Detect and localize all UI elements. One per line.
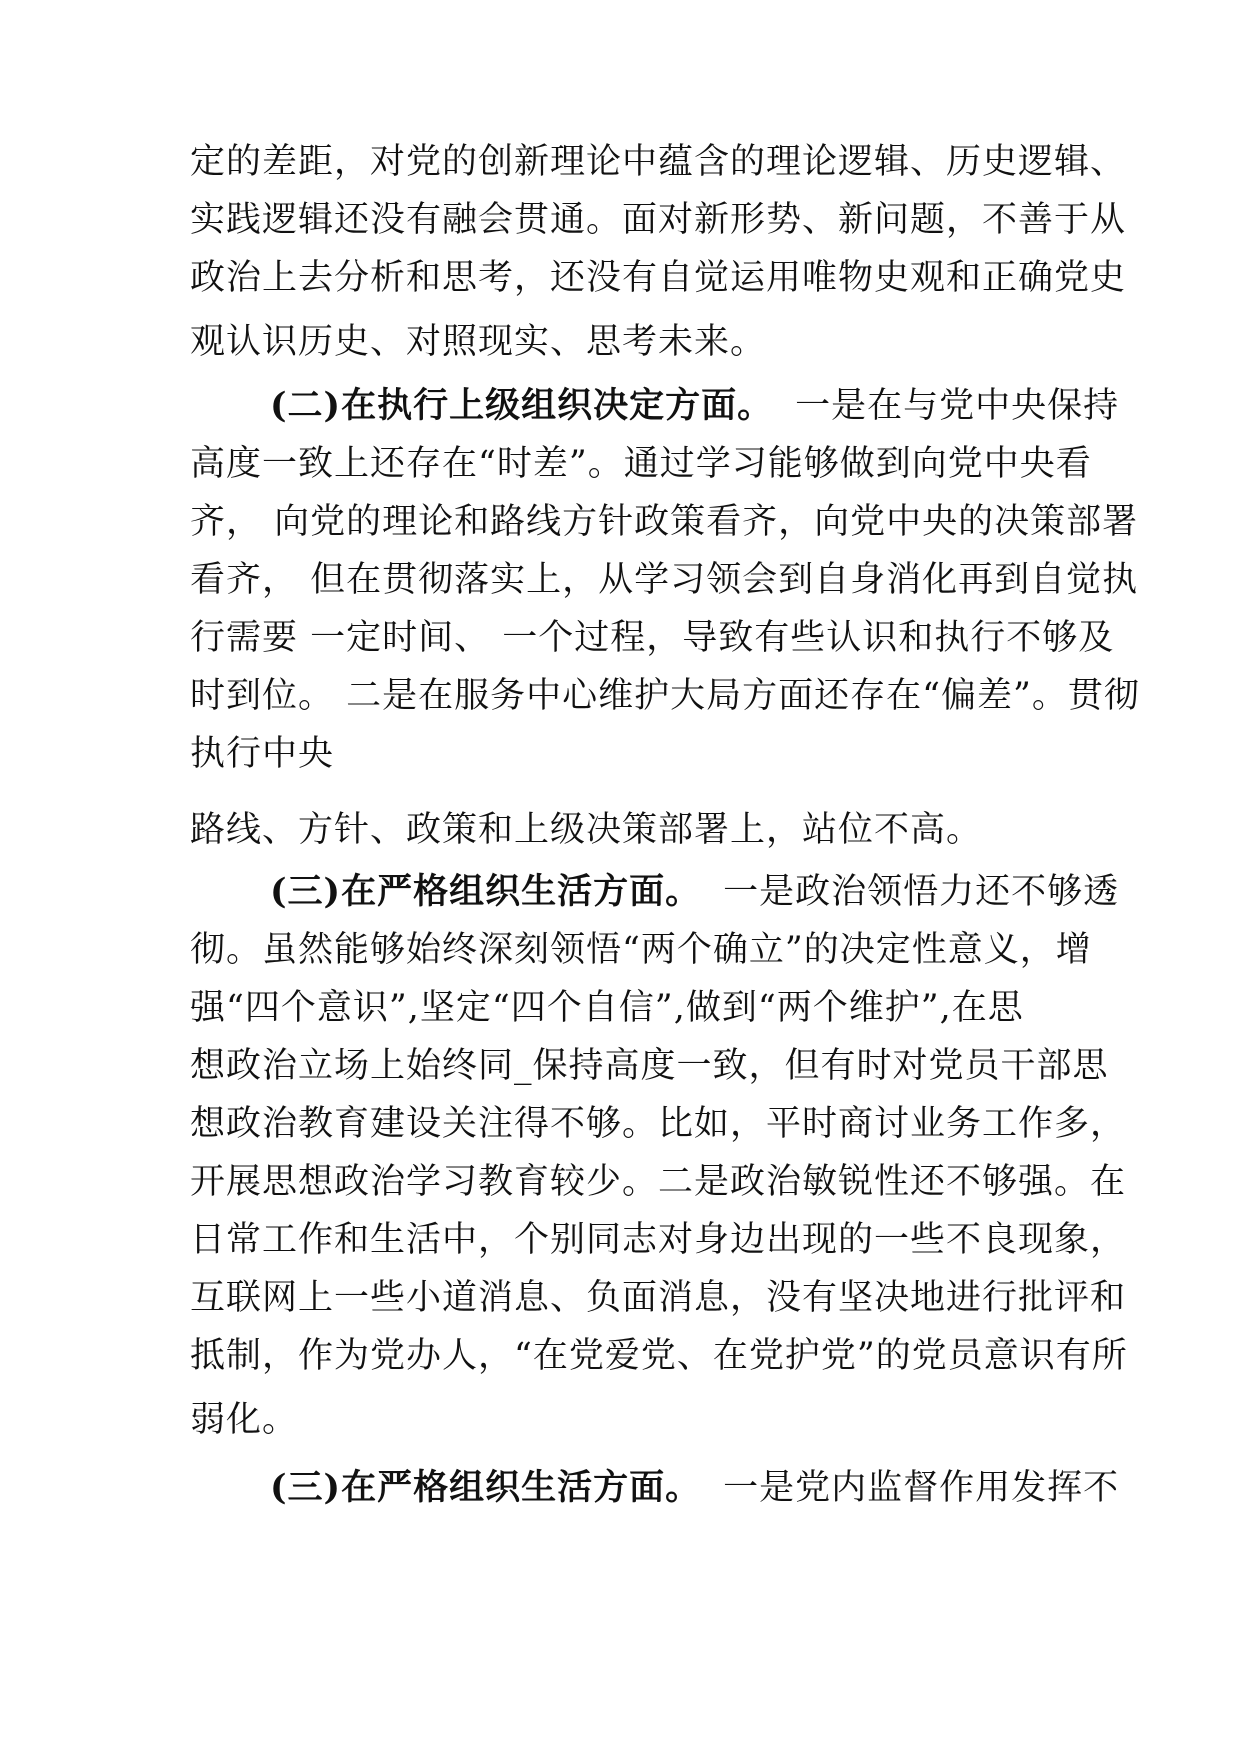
section-text: 一是政治领悟力还不够透 [723,872,1120,912]
paragraph-line: 齐， 向党的理论和路线方针政策看齐，向党中央的决策部署 [190,502,1139,542]
section-first-line [270,384,1119,428]
paragraph-line: 看齐， 但在贯彻落实上，从学习领会到自身消化再到自觉执 [190,560,1139,600]
section-text: 一是党内监督作用发挥不 [723,1468,1120,1508]
paragraph-line: 强“四个意识”,坚定“四个自信”,做到“两个维护”,在思 [190,988,1024,1028]
section-heading: (二)在执行上级组织决定方面。 [270,385,774,426]
section-first-line [270,1466,1119,1510]
paragraph-line: 抵制，作为党办人，“在党爱党、在党护党”的党员意识有所 [190,1336,1128,1376]
section-text: 一是在与党中央保持 [795,386,1120,426]
paragraph-line: 时到位。 二是在服务中心维护大局方面还存在“偏差”。贯彻 [190,676,1140,716]
paragraph-line: 行需要 一定时间、 一个过程，导致有些认识和执行不够及 [190,618,1115,658]
paragraph-line: 互联网上一些小道消息、负面消息，没有坚决地进行批评和 [190,1278,1127,1318]
paragraph-line: 想政治教育建设关注得不够。比如，平时商讨业务工作多， [190,1104,1127,1144]
section-heading: (三)在严格组织生活方面。 [270,871,702,912]
paragraph-line: 政治上去分析和思考，还没有自觉运用唯物史观和正确党史 [190,258,1127,298]
paragraph-line: 日常工作和生活中，个别同志对身边出现的一些不良现象， [190,1220,1127,1260]
section-heading: (三)在严格组织生活方面。 [270,1467,702,1508]
section-first-line [270,870,1119,914]
paragraph-line: 彻。虽然能够始终深刻领悟“两个确立”的决定性意义，增 [190,930,1092,970]
paragraph-line: 执行中央 [190,734,335,774]
paragraph-line: 开展思想政治学习教育较少。二是政治敏锐性还不够强。在 [190,1162,1127,1202]
paragraph-line: 弱化。 [190,1400,299,1440]
paragraph-line: 路线、方针、政策和上级决策部署上，站位不高。 [190,810,983,850]
paragraph-line: 实践逻辑还没有融会贯通。面对新形势、新问题，不善于从 [190,200,1127,240]
paragraph-line: 观认识历史、对照现实、思考未来。 [190,322,767,362]
paragraph-line: 定的差距，对党的创新理论中蕴含的理论逻辑、历史逻辑、 [190,142,1127,182]
paragraph-line: 高度一致上还存在“时差”。通过学习能够做到向党中央看 [190,444,1092,484]
paragraph-line: 想政治立场上始终同_保持高度一致，但有时对党员干部思 [190,1046,1109,1086]
